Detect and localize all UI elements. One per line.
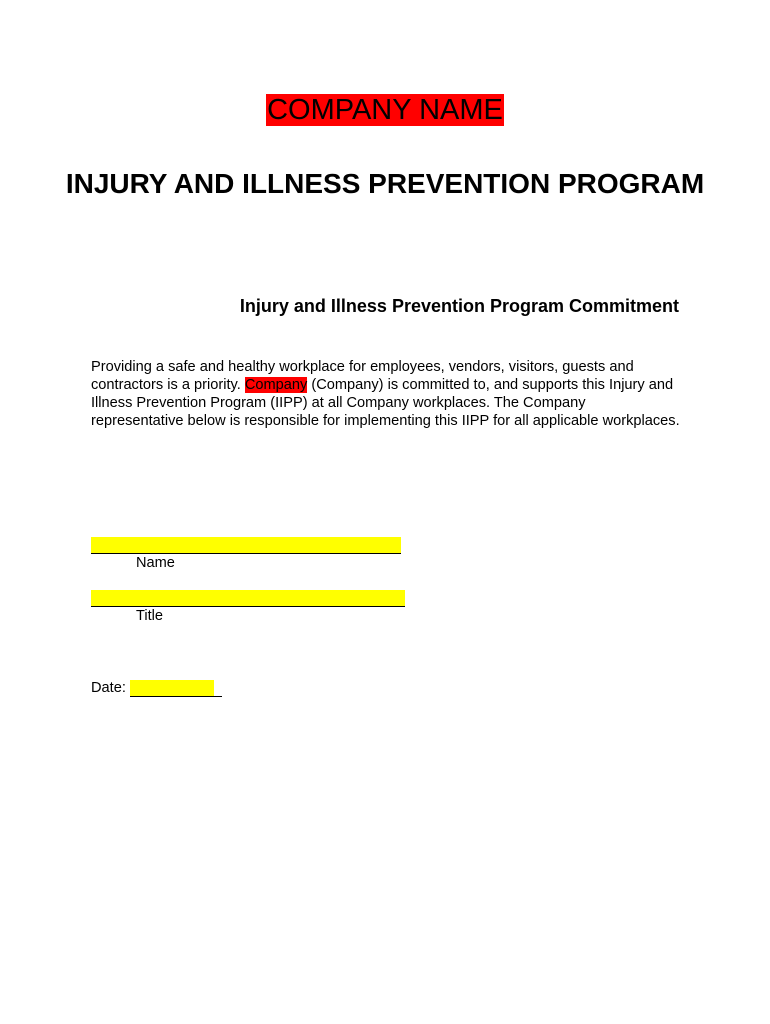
date-row	[91, 679, 222, 697]
company-name-heading	[0, 92, 770, 128]
title-signature-field[interactable]	[91, 590, 405, 607]
commitment-heading: Injury and Illness Prevention Program Commitment	[239, 296, 679, 316]
company-name-text: COMPANY NAME	[267, 94, 503, 126]
name-label: Name	[136, 555, 175, 571]
date-field[interactable]	[130, 680, 222, 697]
name-signature-field[interactable]	[91, 537, 401, 554]
paragraph-text-start: Providing a safe and healthy workplace for employees, vendors, visitors, guests and contractors is a priority.	[91, 359, 634, 393]
title-label: Title	[136, 608, 164, 624]
document-title: INJURY AND ILLNESS PREVENTION PROGRAM	[65, 168, 705, 199]
company-placeholder-highlight[interactable]: Company	[244, 377, 308, 393]
date-field-highlight	[130, 680, 214, 696]
date-label: Date:	[91, 680, 126, 696]
commitment-paragraph	[91, 358, 681, 430]
paragraph-text-end: (Company) is committed to, and supports this Injury and Illness Prevention Program (IIPP) at all Company workplaces. The Company representative below is responsible for implementing this IIPP for all applicable workplaces.	[91, 377, 680, 429]
